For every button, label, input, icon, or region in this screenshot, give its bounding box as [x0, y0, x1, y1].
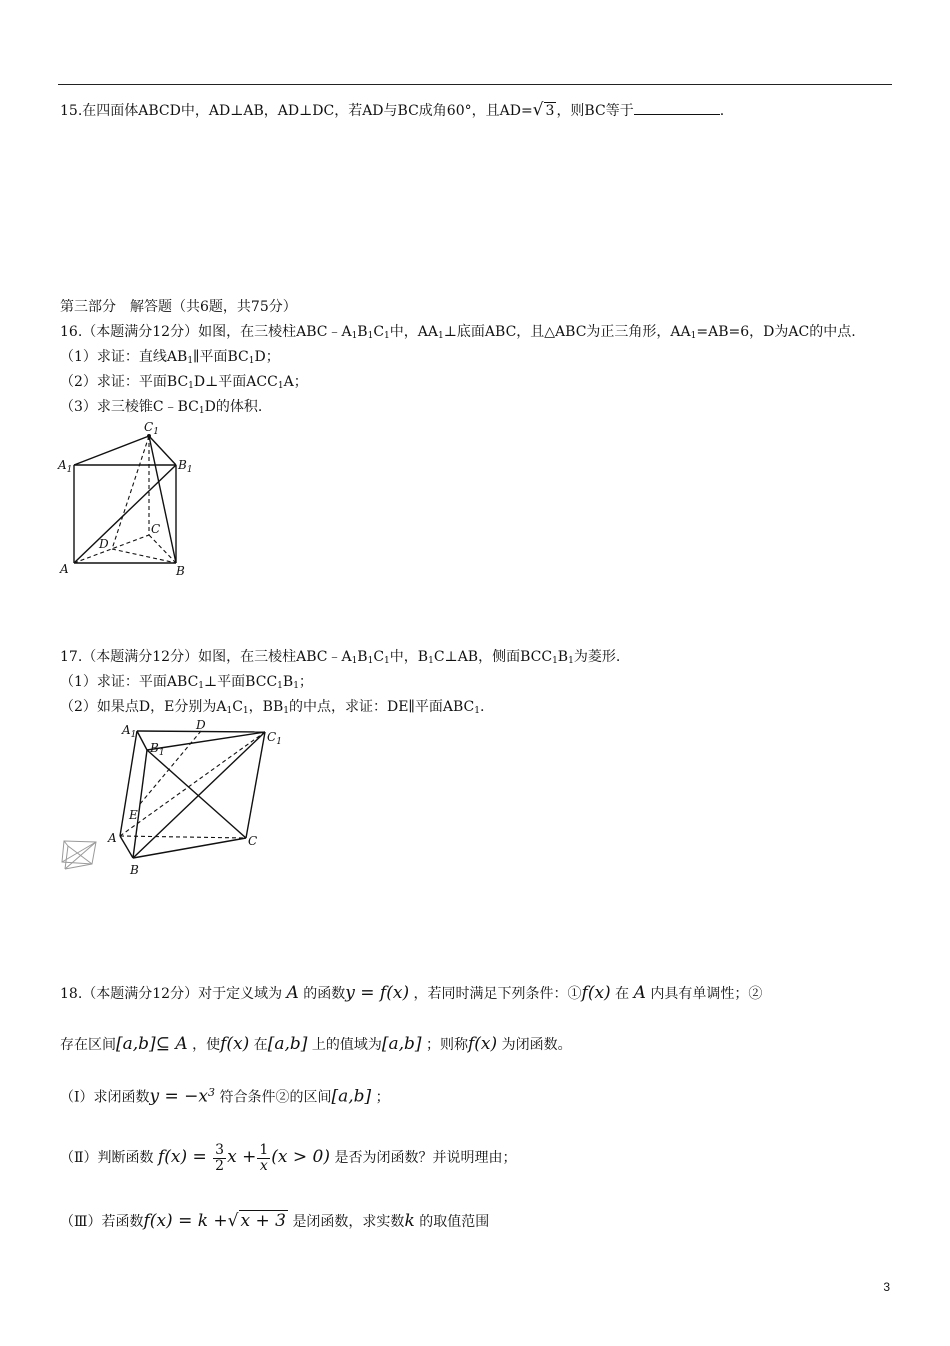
numerator: 1 — [259, 1141, 269, 1158]
q18-l1-e: 内具有单调性；② — [650, 986, 763, 1002]
q18-l2-b: ，使 — [192, 1037, 221, 1053]
label-c1: $C_1$ — [144, 420, 159, 437]
q16-stem-b: B — [357, 324, 368, 340]
label-b1: $B_1$ — [178, 458, 193, 475]
answer-blank[interactable] — [634, 102, 720, 115]
q18-line2 — [60, 1035, 572, 1054]
q16-p1-a: （1）求证：直线AB — [60, 349, 188, 365]
subscript: 1 — [283, 706, 289, 716]
line-b1c — [147, 750, 246, 838]
subscript: 1 — [351, 331, 358, 341]
fraction-1-x — [257, 1143, 270, 1174]
top-rule — [58, 84, 892, 85]
math-fx-eq: f(x) = — [157, 1147, 213, 1167]
label-d: D — [196, 718, 206, 732]
q16-stem-e: ⊥底面ABC，且△ABC为正三角形，AA — [443, 324, 691, 340]
vertex-dot — [147, 434, 151, 438]
math-fx: f(x) — [220, 1034, 250, 1054]
denominator: 2 — [215, 1157, 225, 1174]
q17-stem-e: C⊥AB，侧面BCC — [433, 649, 553, 665]
q18-part1 — [60, 1084, 390, 1107]
q16-p3-a: （3）求三棱锥C﹣BC — [60, 399, 199, 415]
subscript: 1 — [277, 681, 283, 691]
q17-stem-f: B — [557, 649, 569, 665]
subscript: 1 — [351, 656, 358, 666]
page-number: 3 — [883, 1280, 890, 1294]
q17-p1-c: B — [282, 674, 294, 690]
subscript: 1 — [293, 681, 299, 691]
math-A: A — [633, 983, 646, 1003]
thumb-edge — [65, 846, 68, 869]
math-subset-A: ⊆ A — [155, 1034, 188, 1054]
q16-prism-figure — [52, 415, 202, 580]
label-b: B — [176, 564, 185, 578]
q17-p2-e: . — [479, 699, 485, 715]
subscript: 1 — [474, 706, 480, 716]
math-fx-eq-k-plus: f(x) = k + — [143, 1211, 228, 1231]
edge-ac — [74, 535, 149, 563]
q18-part3 — [60, 1212, 489, 1231]
q16-p2-c: A； — [283, 374, 308, 390]
q18-iii-a: （Ⅲ）若函数 — [60, 1214, 144, 1230]
q15-text-c: . — [719, 103, 725, 119]
subscript: 1 — [277, 381, 284, 391]
q17-p1-a: （1）求证：平面ABC — [60, 674, 199, 690]
line-ac1 — [120, 732, 265, 836]
q18-l2-e: ；则称 — [425, 1037, 468, 1053]
q18-iii-b: 是闭函数，求实数 — [292, 1214, 405, 1230]
edge-a1c1 — [74, 436, 149, 465]
q16-p2-a: （2）求证：平面BC — [60, 374, 189, 390]
edge-cb — [149, 535, 176, 563]
q18-ii-b: 是否为闭函数？并说明理由； — [334, 1150, 517, 1166]
q16-p1-c: D； — [254, 349, 280, 365]
math-x-plus: x + — [227, 1147, 257, 1167]
subscript: 1 — [188, 381, 194, 391]
subscript: 1 — [226, 706, 233, 716]
edge-b1b — [133, 750, 147, 858]
label-c: C — [248, 834, 258, 848]
q18-part2 — [60, 1140, 516, 1175]
edge-b1c1 — [147, 732, 265, 750]
q17-p2-b: C — [232, 699, 243, 715]
math-fx: f(x) — [467, 1034, 498, 1054]
q17-stem-g: 为菱形. — [573, 649, 621, 665]
sqrt-sign: √ — [532, 100, 544, 120]
q16-stem — [60, 323, 856, 345]
math-fx: f(x) — [581, 983, 611, 1003]
math-domain-condition: (x > 0) — [271, 1147, 330, 1167]
subscript: 1 — [187, 356, 194, 366]
subscript: 1 — [248, 356, 255, 366]
q18-i-b: 符合条件②的区间 — [219, 1089, 332, 1106]
q18-l1-c: ，若同时满足下列条件：① — [413, 986, 582, 1002]
q17-p2-c: ，BB — [248, 699, 284, 715]
q18-l2-f: 为闭函数。 — [501, 1037, 572, 1053]
edge-c1b1 — [149, 436, 176, 465]
subscript: 1 — [568, 656, 574, 666]
subscript: 1 — [438, 331, 444, 341]
edge-ab — [120, 836, 133, 858]
q18-i-a: （Ⅰ）求闭函数 — [60, 1089, 150, 1106]
prism-thumbnail — [58, 836, 100, 876]
subscript: 1 — [428, 656, 434, 666]
q17-p1-d: ； — [298, 674, 313, 690]
edge-ac — [120, 836, 246, 838]
line-ab1 — [74, 465, 176, 563]
line-c1d — [112, 436, 149, 549]
q17-stem-d: 中，B — [389, 649, 429, 665]
thumb-edge — [64, 841, 68, 846]
subscript: 1 — [198, 681, 205, 691]
line-c1b — [149, 436, 176, 563]
q17-p2-d: 的中点，求证：DE∥平面ABC — [288, 699, 475, 715]
q16-stem-d: 中，AA — [389, 324, 439, 340]
math-radicand: x + 3 — [240, 1211, 286, 1231]
q18-l1-d: 在 — [615, 986, 630, 1002]
sqrt-sign: √ — [227, 1211, 239, 1231]
denominator: x — [259, 1157, 268, 1174]
subscript: 1 — [552, 656, 558, 666]
q15-sqrt-value: 3 — [545, 103, 555, 119]
thumb-edge — [65, 864, 92, 869]
label-b1: $B_1$ — [150, 741, 165, 758]
math-interval-ab: [a,b] — [381, 1034, 422, 1054]
subscript: 1 — [242, 706, 249, 716]
label-a1: $A_1$ — [58, 458, 73, 475]
label-a: A — [108, 831, 117, 845]
label-c: C — [151, 522, 161, 536]
q16-p2-b: D⊥平面ACC — [193, 374, 278, 390]
q18-l1-a: 18.（本题满分12分）对于定义域为 — [60, 986, 283, 1002]
q16-stem-c: C — [373, 324, 385, 340]
q17-stem-c: C — [373, 649, 385, 665]
q17-stem — [60, 648, 620, 670]
subscript: 1 — [198, 406, 205, 416]
q16-stem-f: =AB=6，D为AC的中点. — [696, 324, 856, 340]
q17-part1 — [60, 673, 313, 695]
math-y-neg-x: y = −x — [149, 1086, 209, 1107]
math-k: k — [404, 1211, 415, 1231]
part3-heading: 第三部分 解答题（共6题，共75分） — [60, 299, 297, 315]
q17-p1-b: ⊥平面BCC — [204, 674, 278, 690]
q16-p1-b: ∥平面BC — [193, 349, 249, 365]
q17-stem-a: 17.（本题满分12分）如图，在三棱柱ABC﹣A — [60, 649, 352, 665]
q18-l1-b: 的函数 — [303, 986, 346, 1002]
q15-text-b: ，则BC等于 — [556, 103, 634, 119]
q17-stem-b: B — [357, 649, 368, 665]
q16-stem-a: 16.（本题满分12分）如图，在三棱柱ABC﹣A — [60, 324, 352, 340]
subscript: 1 — [384, 331, 390, 341]
q18-ii-a: （Ⅱ）判断函数 — [60, 1150, 154, 1166]
q16-part1 — [60, 348, 280, 370]
subscript: 1 — [384, 656, 390, 666]
math-interval-ab: [a,b] — [331, 1086, 372, 1107]
math-A: A — [286, 983, 299, 1003]
q18-l2-d: 上的值域为 — [311, 1037, 382, 1053]
subscript: 1 — [367, 331, 374, 341]
q16-part2 — [60, 373, 308, 395]
label-a: A — [60, 562, 69, 576]
subscript: 1 — [690, 331, 697, 341]
q18-iii-c: 的取值范围 — [419, 1214, 490, 1230]
label-b: B — [130, 863, 139, 877]
label-e: E — [129, 808, 138, 822]
q15-line — [60, 101, 724, 120]
numerator: 3 — [215, 1141, 225, 1158]
subscript: 1 — [367, 656, 374, 666]
math-interval-ab: [a,b] — [267, 1034, 308, 1054]
line-db — [112, 549, 176, 563]
q17-prism-figure — [100, 716, 290, 881]
q16-p3-b: D的体积. — [204, 399, 263, 415]
math-interval-ab: [a,b] — [116, 1034, 156, 1054]
edge-a1b1 — [137, 731, 147, 750]
q17-p2-a: （2）如果点D，E分别为A — [60, 699, 227, 715]
label-c1: $C_1$ — [267, 730, 282, 747]
q18-l2-a: 存在区间 — [60, 1037, 116, 1053]
q15-text-a: 15.在四面体ABCD中，AD⊥AB，AD⊥DC，若AD与BC成角60°，且AD= — [60, 103, 533, 119]
label-a1: $A_1$ — [122, 723, 137, 740]
q18-l2-c: 在 — [253, 1037, 268, 1053]
math-y-eq-fx: y = f(x) — [345, 983, 410, 1003]
math-exponent: 3 — [208, 1086, 216, 1099]
q18-i-c: ； — [375, 1089, 390, 1106]
label-d: D — [99, 537, 109, 551]
q18-line1 — [60, 984, 762, 1003]
fraction-3-2 — [213, 1143, 226, 1174]
